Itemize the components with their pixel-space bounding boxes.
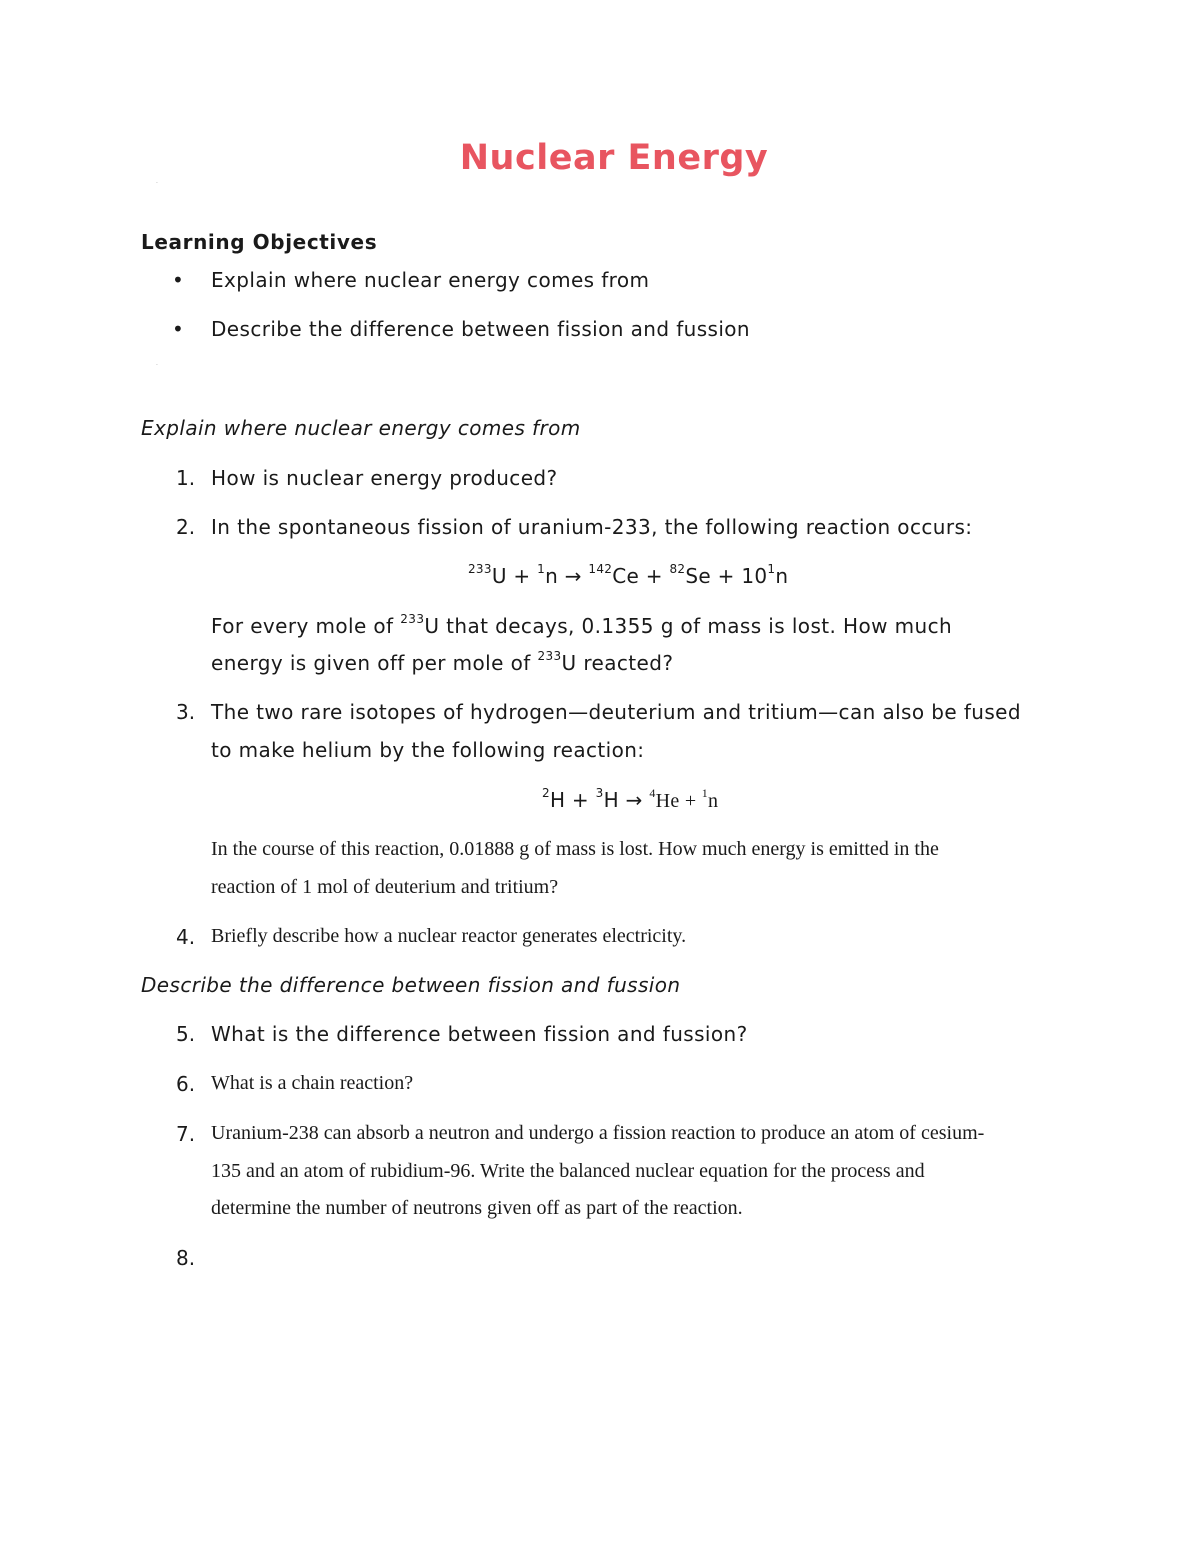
bullet-icon: • bbox=[172, 317, 184, 341]
fission-equation: $^{233}U + ^1n \to ^{142}Ce + ^{82}Se + 10^1n$ bbox=[468, 562, 789, 588]
objective-item-1: Explain where nuclear energy comes from bbox=[211, 268, 650, 292]
paragraph-mark: · bbox=[156, 180, 158, 187]
question-number: 3. bbox=[176, 700, 196, 724]
section-heading-1: Explain where nuclear energy comes from bbox=[141, 416, 581, 440]
question-2-followup-line-2: energy is given off per mole of $^{233}$U reacted? bbox=[211, 649, 674, 675]
question-number: 1. bbox=[176, 466, 196, 490]
question-number: 7. bbox=[176, 1122, 196, 1146]
bullet-icon: • bbox=[172, 268, 184, 292]
learning-objectives-heading: Learning Objectives bbox=[141, 230, 378, 254]
question-5: What is the difference between fission and fussion? bbox=[211, 1022, 748, 1046]
question-7-line-2: 135 and an atom of rubidium-96. Write the balanced nuclear equation for the process and bbox=[211, 1160, 925, 1182]
question-number: 8. bbox=[176, 1246, 196, 1270]
question-number: 6. bbox=[176, 1072, 196, 1096]
question-2: In the spontaneous fission of uranium-233, the following reaction occurs: bbox=[211, 515, 973, 539]
question-6: What is a chain reaction? bbox=[211, 1072, 414, 1094]
question-3-line-2: to make helium by the following reaction: bbox=[211, 738, 645, 762]
question-2-followup-line-1: For every mole of $^{233}$U that decays, 0.1355 g of mass is lost. How much bbox=[211, 612, 953, 638]
question-7-line-3: determine the number of neutrons given off as part of the reaction. bbox=[211, 1197, 743, 1219]
question-7-line-1: Uranium-238 can absorb a neutron and undergo a fission reaction to produce an atom of cesium- bbox=[211, 1122, 985, 1144]
question-number: 5. bbox=[176, 1022, 196, 1046]
page-title: Nuclear Energy bbox=[459, 138, 769, 178]
question-number: 2. bbox=[176, 515, 196, 539]
question-3-line-1: The two rare isotopes of hydrogen—deuterium and tritium—can also be fused bbox=[211, 700, 1021, 724]
fusion-equation: $^2$H + $^3$H → $^4$He + $^1$n bbox=[542, 786, 719, 812]
section-heading-2: Describe the difference between fission and fussion bbox=[141, 973, 681, 997]
question-3-followup-line-2: reaction of 1 mol of deuterium and tritium? bbox=[211, 876, 559, 898]
paragraph-mark: · bbox=[156, 362, 158, 369]
question-number: 4. bbox=[176, 925, 196, 949]
question-4: Briefly describe how a nuclear reactor generates electricity. bbox=[211, 925, 687, 947]
question-3-followup-line-1: In the course of this reaction, 0.01888 g of mass is lost. How much energy is emitted in the bbox=[211, 838, 939, 860]
question-1: How is nuclear energy produced? bbox=[211, 466, 558, 490]
objective-item-2: Describe the difference between fission and fussion bbox=[211, 317, 751, 341]
